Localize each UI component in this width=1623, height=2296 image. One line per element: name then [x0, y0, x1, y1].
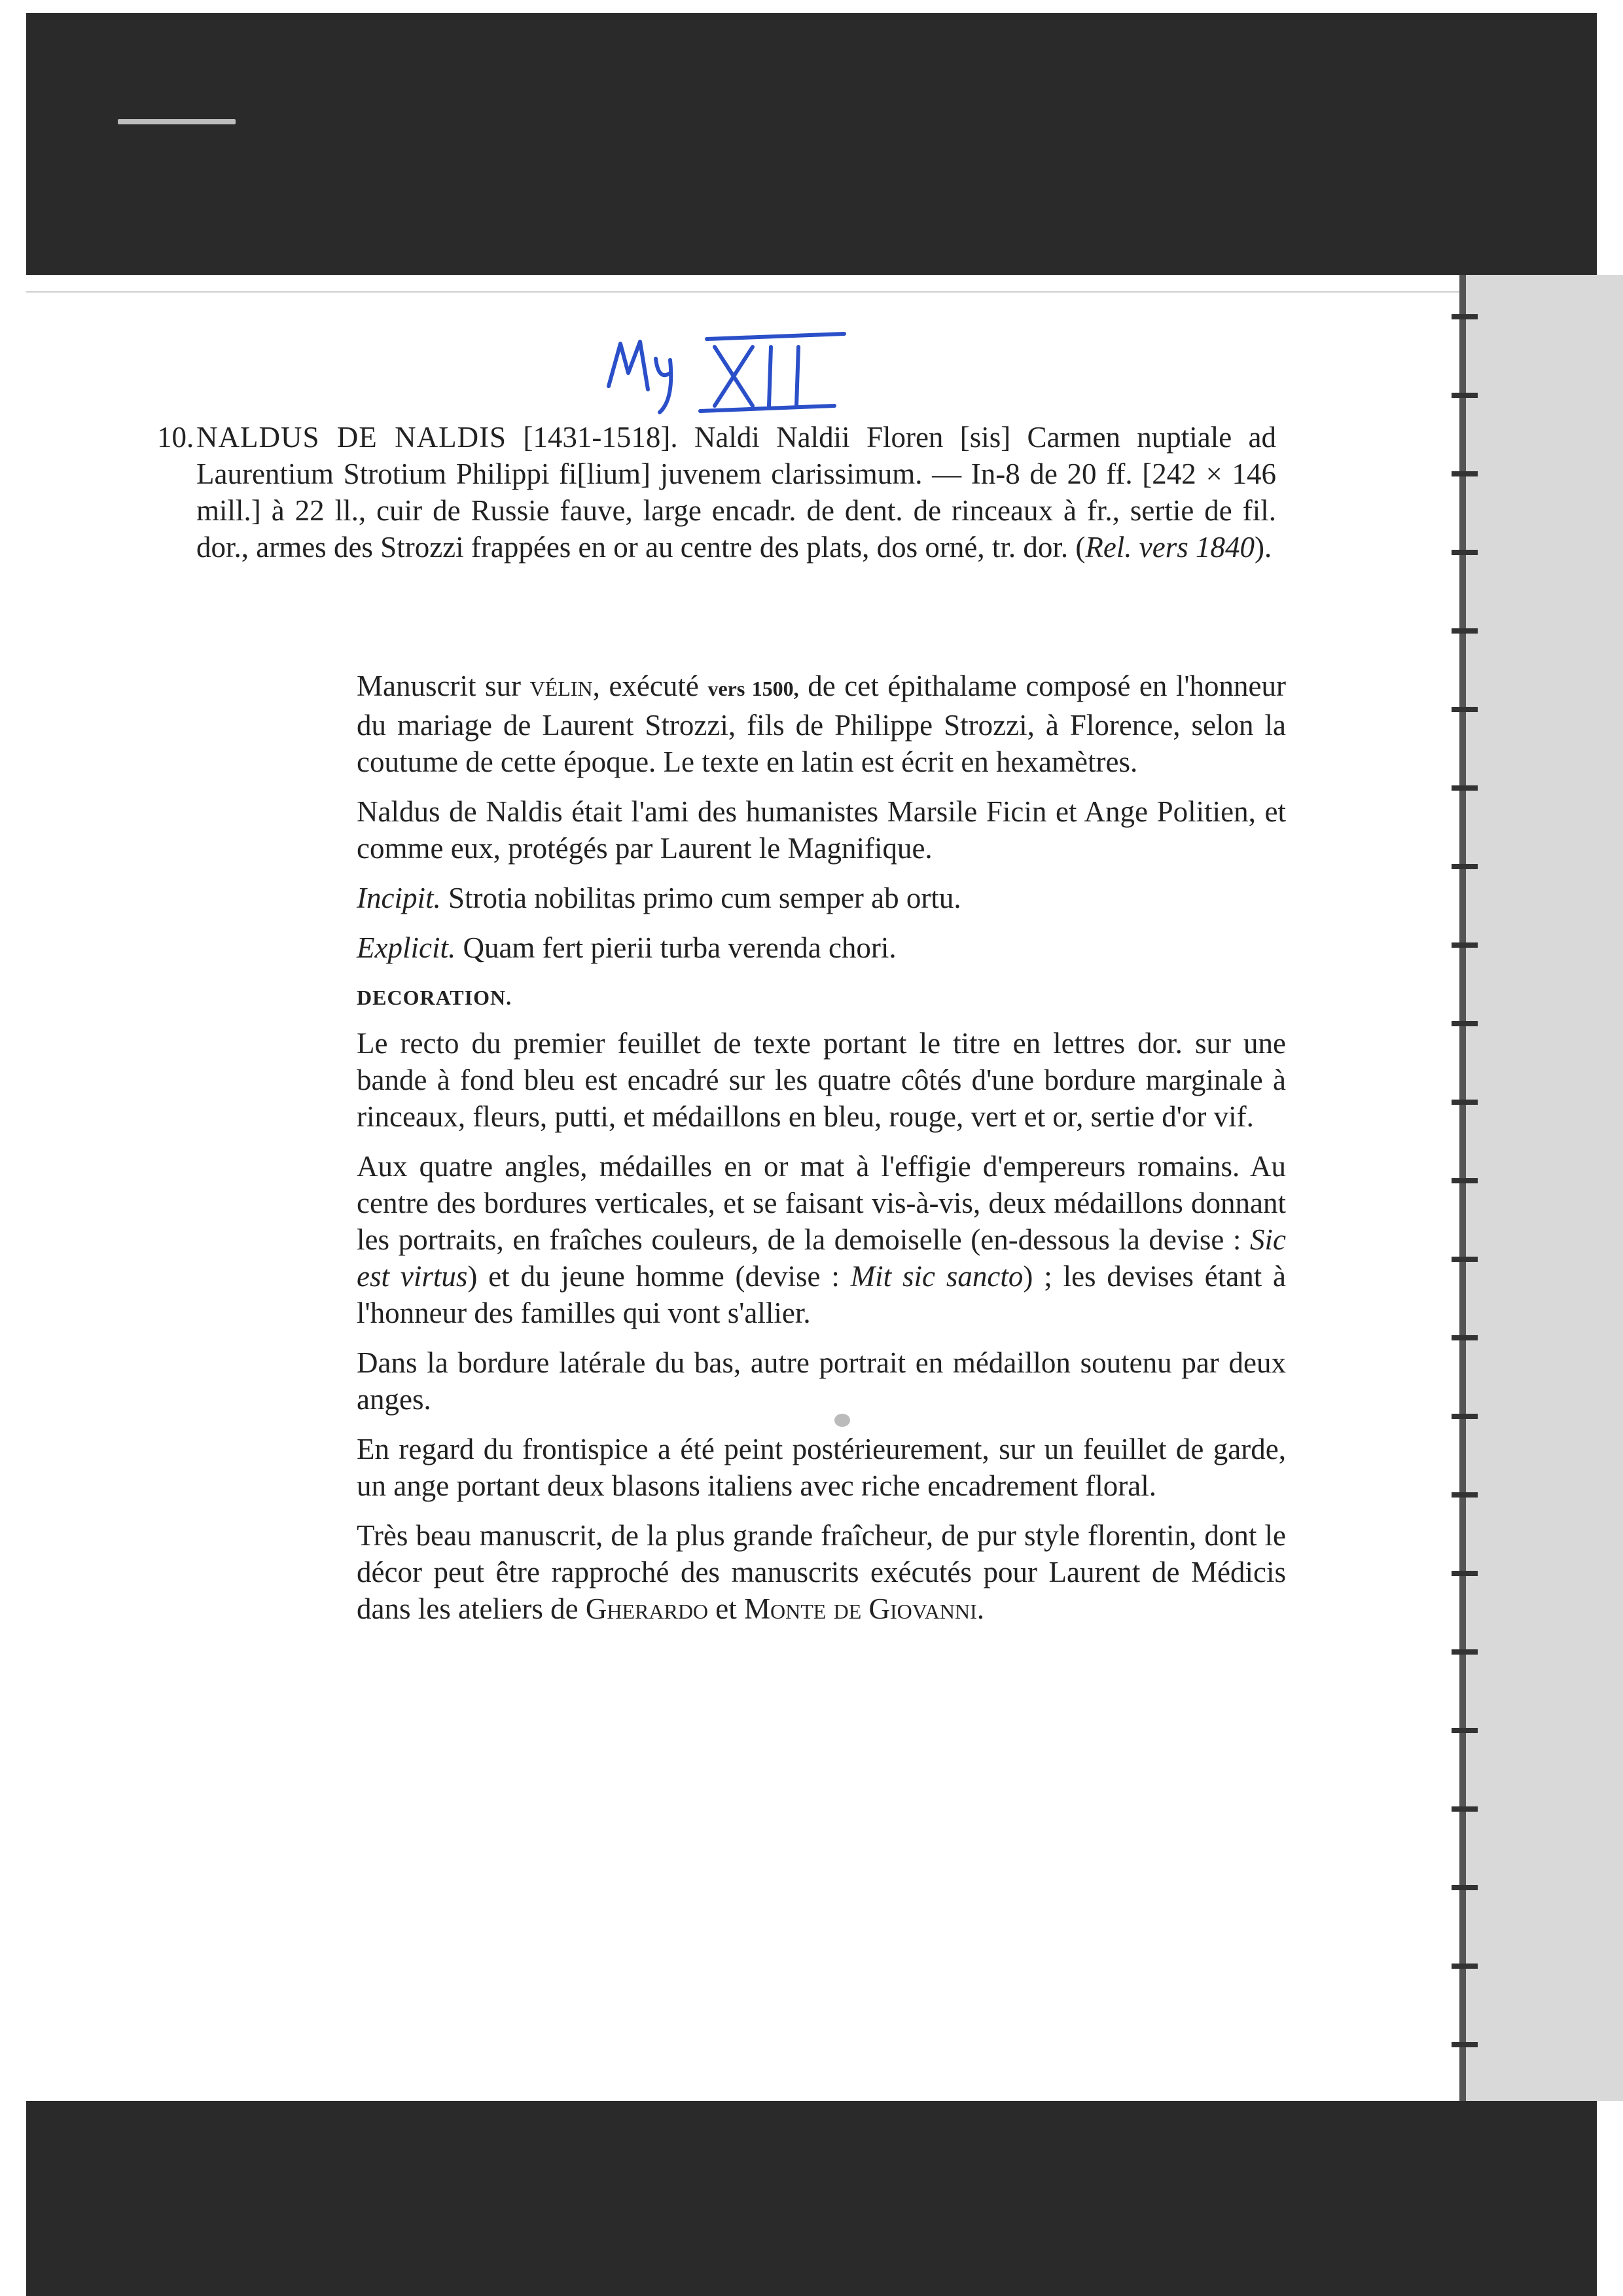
binding-tick	[1452, 1649, 1478, 1655]
binding-line	[1459, 275, 1466, 2101]
scan-bottom-band	[26, 2101, 1597, 2296]
paragraph-author: Naldus de Naldis était l'ami des humanistes Marsile Ficin et Ange Politien, et comme eux, protégés par Laurent le Magnifique.	[357, 795, 1286, 865]
binding-edge	[1459, 275, 1623, 2101]
incipit-text: Strotia nobilitas primo cum semper ab ortu.	[448, 882, 961, 914]
text-run: exécuté	[609, 670, 699, 702]
binding-tick	[1452, 1335, 1478, 1340]
binding-tick	[1452, 1728, 1478, 1733]
text-run: Très beau manuscrit, de la plus grande fraîcheur, de pur style florentin, dont le décor peut être rapproché des manuscrits exécutés pour Laurent de Médicis dans les ateliers de	[357, 1519, 1286, 1625]
artist-name: Gherardo	[585, 1592, 709, 1625]
binding-tick	[1452, 393, 1478, 398]
paragraph-explicit	[357, 929, 1286, 966]
binding-tick	[1452, 1964, 1478, 1969]
text-run-date: vers 1500,	[707, 677, 799, 700]
binding-tick	[1452, 471, 1478, 476]
incipit-label: Incipit.	[357, 882, 441, 914]
text-run-smallcaps: vélin,	[529, 670, 600, 702]
binding-tick	[1452, 314, 1478, 319]
binding-tick	[1452, 1492, 1478, 1498]
binding-tick	[1452, 1885, 1478, 1890]
artist-name: Monte de Giovanni.	[744, 1592, 984, 1625]
text-run: ) ; les devises étant à l'honneur des familles qui vont s'allier.	[357, 1260, 1287, 1329]
text-run: Manuscrit sur	[357, 670, 522, 702]
entry-number: 10.	[157, 421, 194, 454]
binding-tick	[1452, 1257, 1478, 1262]
catalogue-entry	[157, 419, 1276, 565]
binding-tick	[1452, 785, 1478, 791]
binding-tick	[1452, 628, 1478, 634]
binding-note: Rel. vers 1840	[1085, 531, 1255, 564]
paragraph-recto: Le recto du premier feuillet de texte portant le titre en lettres dor. sur une bande à fond bleu est encadré sur les quatre côtés d'une bordure marginale à rinceaux, fleurs, putti, et médaillons en bleu, rouge, vert et or, sertie d'or vif.	[357, 1027, 1286, 1133]
handwritten-annotation	[602, 308, 864, 419]
motto-1: Sic est virtus	[357, 1223, 1287, 1293]
entry-dates: [1431-1518].	[523, 421, 678, 454]
binding-note-open: (	[1075, 531, 1086, 564]
motto-2: Mit sic sancto	[850, 1260, 1024, 1293]
text-run: de cet épithalame composé en l'honneur du mariage de Laurent Strozzi, fils de Philippe Strozzi, à Florence, selon la coutume de cette époque. Le texte en latin est écrit en hexamètres.	[357, 670, 1287, 778]
entry-title-description: Naldi Naldii Floren [sis] Carmen nuptiale ad Laurentium Strotium Philippi fi[lium] juvenem clarissimum. — In-8 de 20 ff. [242 × 146 mill.] à 22 ll., cuir de Russie fauve, large encadr. de dent. de rinceaux à fr., sertie de fil. dor., armes des Strozzi frappées en or au centre des plats, dos orné, tr. dor.	[196, 421, 1276, 564]
paragraph-bottom-border: Dans la bordure latérale du bas, autre portrait en médaillon soutenu par deux anges.	[357, 1346, 1286, 1416]
paper-speck	[834, 1414, 850, 1427]
decoration-heading: DECORATION.	[357, 986, 512, 1009]
binding-tick	[1452, 1571, 1478, 1576]
explicit-text: Quam fert pierii turba verenda chori.	[463, 931, 897, 964]
binding-tick	[1452, 942, 1478, 948]
paragraph-frontispiece: En regard du frontispice a été peint postérieurement, sur un feuillet de garde, un ange portant deux blasons italiens avec riche encadrement floral.	[357, 1433, 1286, 1502]
text-run: ) et du jeune homme (devise :	[467, 1260, 840, 1293]
paragraph-manuscript	[357, 668, 1286, 780]
staple-mark	[118, 119, 236, 124]
entry-author: NALDUS DE NALDIS	[196, 421, 507, 454]
binding-tick	[1452, 1806, 1478, 1812]
binding-tick	[1452, 864, 1478, 869]
binding-tick	[1452, 1414, 1478, 1419]
binding-tick	[1452, 1021, 1478, 1026]
paragraph-conclusion	[357, 1517, 1286, 1627]
binding-tick	[1452, 550, 1478, 555]
entry-description	[357, 668, 1286, 1640]
text-run: Aux quatre angles, médailles en or mat à l'effigie d'empereurs romains. Au centre des bordures verticales, et se faisant vis-à-vis, deux médaillons donnant les portraits, en fraîches couleurs, de la demoiselle (en-dessous la devise :	[357, 1150, 1286, 1256]
binding-tick	[1452, 707, 1478, 712]
scan-top-band	[26, 13, 1597, 275]
binding-tick	[1452, 2042, 1478, 2047]
paragraph-incipit	[357, 880, 1286, 916]
binding-tick	[1452, 1178, 1478, 1183]
text-run: et	[715, 1592, 737, 1625]
binding-note-close: ).	[1255, 531, 1272, 564]
paragraph-angles	[357, 1148, 1286, 1331]
explicit-label: Explicit.	[357, 931, 456, 964]
page-top-edge	[26, 291, 1459, 293]
binding-tick	[1452, 1100, 1478, 1105]
